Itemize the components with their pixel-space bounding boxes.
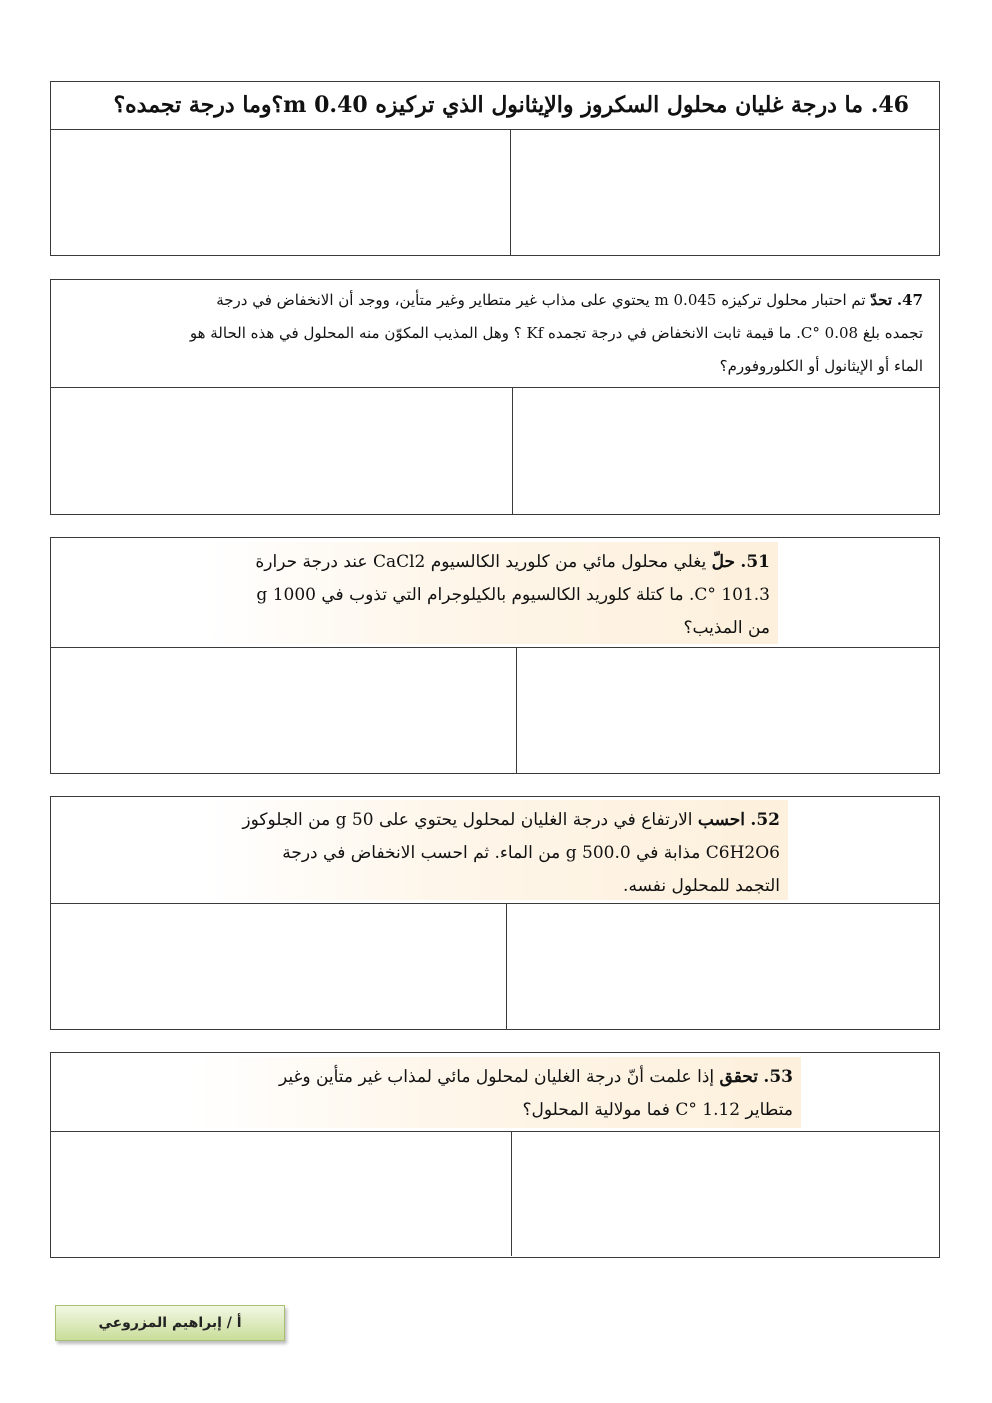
question-46-box xyxy=(50,81,940,256)
question-number: 46. xyxy=(870,92,909,118)
answer-cell-right[interactable] xyxy=(513,388,939,514)
question-51-box xyxy=(50,537,940,774)
question-52-box xyxy=(50,796,940,1030)
question-line-1: تم احتبار محلول تركيزه 0.045 m يحتوي على مذاب غير متطاير وغير متأين، ووجد أن الانخفاض في درجة xyxy=(216,291,866,309)
question-line-1: إذا علمت أنّ درجة الغليان لمحلول مائي لمذاب غير متأين وغير xyxy=(278,1067,715,1087)
question-line-1: يغلي محلول مائي من كلوريد الكالسيوم CaCl2 عند درجة حرارة xyxy=(255,552,707,572)
question-text: ما درجة غليان محلول السكروز والإيثانول الذي تركيزه 0.40 m؟وما درجة تجمده؟ xyxy=(113,92,864,118)
question-highlight xyxy=(206,542,778,644)
question-47-header xyxy=(51,280,939,388)
question-line-2: 101.3 °C. ما كتلة كلوريد الكالسيوم بالكيلوجرام التي تذوب في 1000 g xyxy=(256,585,770,605)
question-46-header xyxy=(51,82,939,130)
author-name: أ / إبراهيم المزروعي xyxy=(98,1315,242,1331)
question-highlight xyxy=(193,1057,801,1128)
question-line-2: C6H2O6 مذابة في 500.0 g من الماء. ثم احسب الانخفاض في درجة xyxy=(282,843,780,863)
answer-area xyxy=(51,388,939,514)
question-52-header xyxy=(51,797,939,904)
answer-cell-left[interactable] xyxy=(51,904,507,1029)
question-line-3: التجمد للمحلول نفسه. xyxy=(623,876,780,896)
question-number: 51. xyxy=(740,552,770,572)
question-line-1: الارتفاع في درجة الغليان لمحلول يحتوي على 50 g من الجلوكوز xyxy=(242,810,693,830)
answer-cell-right[interactable] xyxy=(517,648,939,773)
answer-cell-left[interactable] xyxy=(51,1132,512,1256)
question-line-2: متطاير 1.12 °C فما مولالية المحلول؟ xyxy=(522,1100,793,1120)
question-53-box xyxy=(50,1052,940,1258)
question-highlight xyxy=(206,800,788,900)
author-badge xyxy=(55,1305,285,1341)
question-keyword: تحدّ xyxy=(870,291,893,309)
question-number: 53. xyxy=(763,1067,793,1087)
question-keyword: احسب xyxy=(697,810,745,830)
question-line-3: الماء أو الإيثانول أو الكلوروفورم؟ xyxy=(719,357,923,375)
answer-cell-right[interactable] xyxy=(511,130,939,255)
question-line-2: تجمده بلغ 0.08 °C. ما قيمة ثابت الانخفاض في درجة تجمده Kf ؟ وهل المذيب المكوّن منه المحلول في هذه الحالة هو xyxy=(189,324,923,342)
question-53-header xyxy=(51,1053,939,1132)
question-number: 47. xyxy=(896,291,923,309)
question-47-box xyxy=(50,279,940,515)
question-keyword: تحقق xyxy=(719,1067,758,1087)
question-51-header xyxy=(51,538,939,648)
answer-cell-left[interactable] xyxy=(51,388,513,514)
answer-cell-right[interactable] xyxy=(512,1132,939,1256)
answer-cell-left[interactable] xyxy=(51,648,517,773)
answer-cell-left[interactable] xyxy=(51,130,511,255)
question-line-3: من المذيب؟ xyxy=(683,618,770,638)
answer-area xyxy=(51,1132,939,1256)
answer-area xyxy=(51,904,939,1029)
answer-area xyxy=(51,648,939,773)
answer-cell-right[interactable] xyxy=(507,904,939,1029)
question-number: 52. xyxy=(750,810,780,830)
answer-area xyxy=(51,130,939,255)
question-keyword: حلّ xyxy=(711,552,735,572)
